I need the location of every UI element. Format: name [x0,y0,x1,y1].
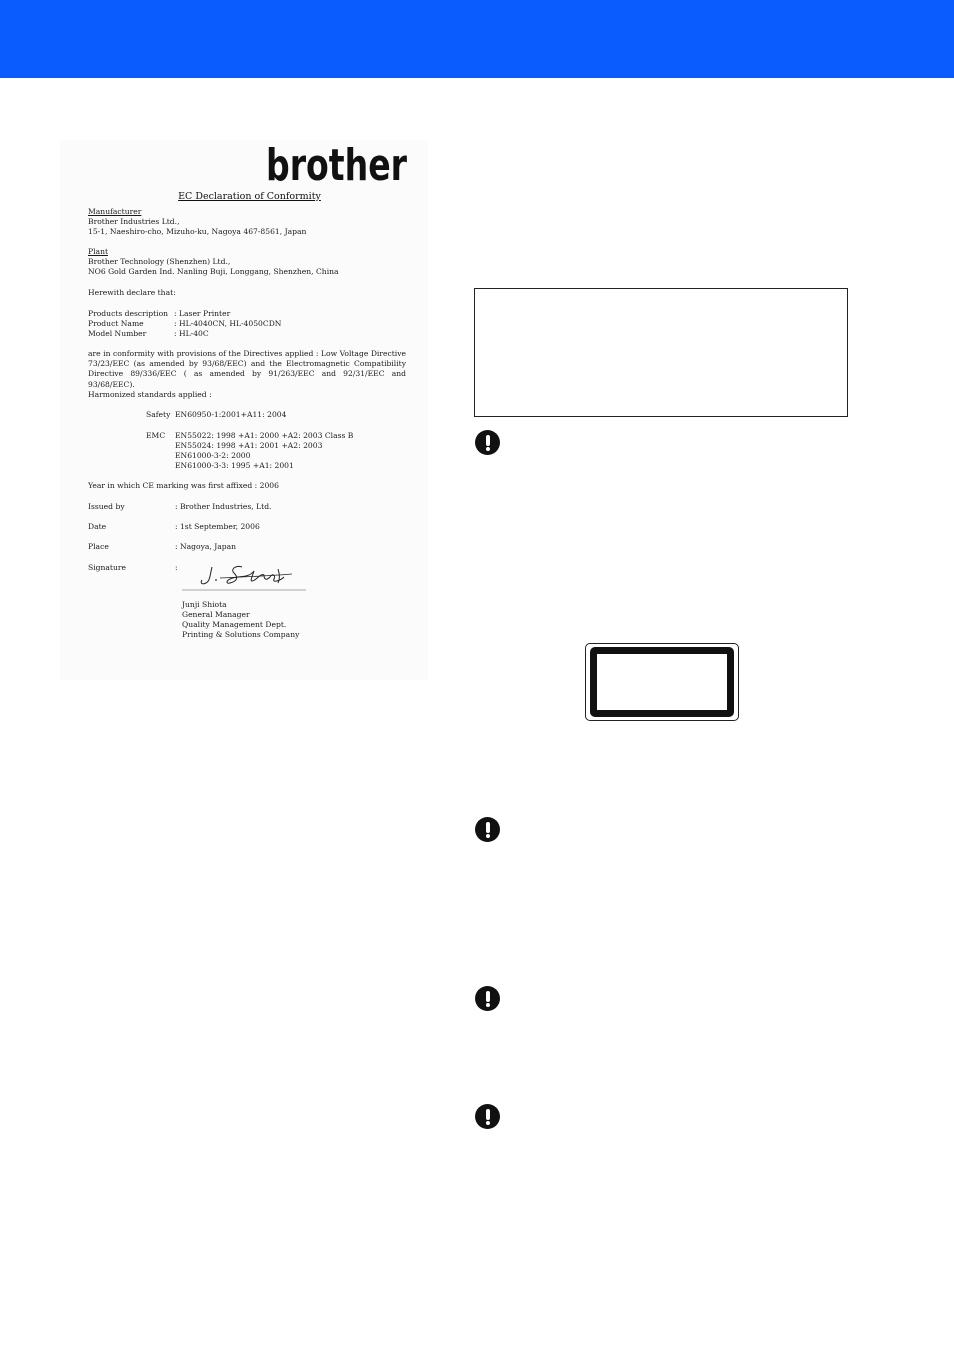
declaration-title: EC Declaration of Conformity [178,191,321,202]
exclamation-circle-icon [475,986,500,1011]
date-label: Date [88,522,107,531]
product-name-value: : HL-4040CN, HL-4050CDN [174,319,282,328]
product-name-label: Product Name [88,319,144,328]
signatory-name: Junji Shiota [182,600,227,609]
notice-box [474,288,848,417]
plant-address: NO6 Gold Garden Ind. Nanling Buji, Longgang, Shenzhen, China [88,267,339,276]
signatory-dept: Quality Management Dept. [182,620,287,629]
exclamation-circle-icon [475,1104,500,1129]
plant-heading: Plant [88,247,109,256]
svg-text:brother: brother [266,140,408,191]
plant-name: Brother Technology (Shenzhen) Ltd., [88,257,231,266]
signature-colon: : [175,563,178,572]
signatory-title: General Manager [182,610,250,619]
herewith-declare: Herewith declare that: [88,288,176,297]
manufacturer-heading: Manufacturer [88,207,142,216]
issued-by-label: Issued by [88,502,125,511]
conformity-statement: are in conformity with provisions of the Directives applied : Low Voltage Directive 73/23/EEC (as amended by 93/68/EEC) and the Electromagnetic Compatibility Directive 89/336/EEC ( as amended by 91/263/EEC and 92/31/EEC and 93/68/EEC). [88,349,406,389]
emc-label: EMC [146,431,166,440]
signatory-company: Printing & Solutions Company [182,630,300,639]
emc-line: EN55024: 1998 +A1: 2001 +A2: 2003 [175,441,323,450]
laser-label-frame [590,647,734,717]
harmonized-heading: Harmonized standards applied : [88,390,212,399]
model-number-label: Model Number [88,329,147,338]
handwritten-signature [180,561,308,593]
place-label: Place [88,542,109,551]
emc-line: EN61000-3-2: 2000 [175,451,251,460]
exclamation-circle-icon [475,430,500,455]
place-value: : Nagoya, Japan [175,542,237,551]
brother-logo [264,140,409,191]
header-band [0,0,954,78]
manufacturer-name: Brother Industries Ltd., [88,217,180,226]
safety-label: Safety [146,410,171,419]
exclamation-circle-icon [475,817,500,842]
ce-marking-year: Year in which CE marking was first affixed : 2006 [88,481,279,490]
safety-value: EN60950-1:2001+A11: 2004 [175,410,287,419]
products-description-label: Products description [88,309,169,318]
laser-product-label [585,643,739,721]
issued-by-value: : Brother Industries, Ltd. [175,502,272,511]
model-number-value: : HL-40C [174,329,209,338]
manufacturer-address: 15-1, Naeshiro-cho, Mizuho-ku, Nagoya 467-8561, Japan [88,227,307,236]
emc-line: EN55022: 1998 +A1: 2000 +A2: 2003 Class B [175,431,354,440]
emc-line: EN61000-3-3: 1995 +A1: 2001 [175,461,294,470]
date-value: : 1st September, 2006 [175,522,260,531]
signature-label: Signature [88,563,126,572]
products-description-value: : Laser Printer [174,309,231,318]
